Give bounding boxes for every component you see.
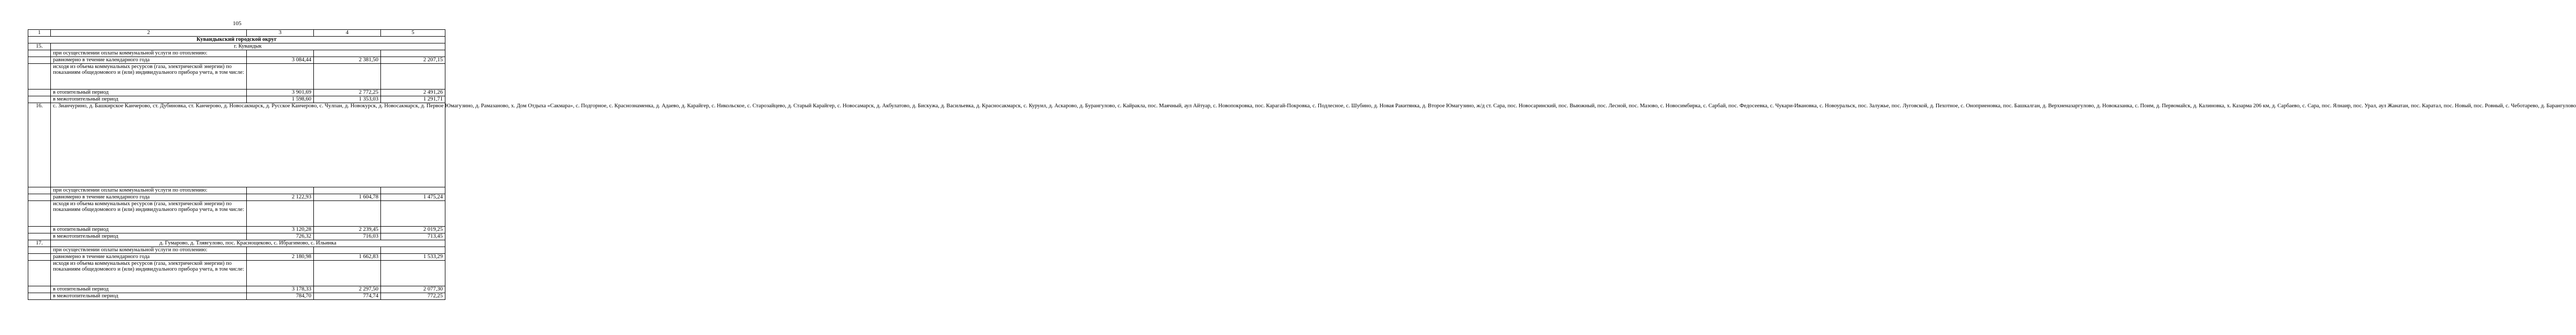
row-label: равномерно в течение календарного года <box>51 254 247 261</box>
table-row <box>28 50 445 57</box>
value-cell: 2 207,15 <box>381 57 445 64</box>
region-row <box>28 37 445 43</box>
value-cell: 2 077,30 <box>381 286 445 293</box>
value-cell: 1 291,71 <box>381 96 445 103</box>
column-header: 5 <box>381 30 445 37</box>
column-header: 1 <box>28 30 51 37</box>
entry-number: 16. <box>28 103 51 187</box>
table-row <box>28 286 445 293</box>
table-row <box>28 293 445 300</box>
row-label: при осуществлении оплаты коммунальной услуги по отоплению: <box>51 50 247 57</box>
locality-name: г. Кувандык <box>51 43 445 50</box>
row-label: равномерно в течение календарного года <box>51 194 247 201</box>
value-cell: 1 604,78 <box>314 194 381 201</box>
page-number: 105 <box>233 20 242 27</box>
entry-number: 15. <box>28 43 51 50</box>
row-label: равномерно в течение календарного года <box>51 57 247 64</box>
value-cell: 784,70 <box>247 293 314 300</box>
value-cell: 1 598,60 <box>247 96 314 103</box>
value-cell: 772,25 <box>381 293 445 300</box>
value-cell: 2 297,50 <box>314 286 381 293</box>
region-title: Кувандыкский городской округ <box>28 37 445 43</box>
value-cell: 1 475,24 <box>381 194 445 201</box>
value-cell: 1 353,03 <box>314 96 381 103</box>
value-cell: 3 901,69 <box>247 90 314 96</box>
locality-list: с. Зианчурино, д. Башкирское Канчерово, ст. Дубиновка, ст. Канчерово, д. Новосакмарск, д. Русское Канчерово, с. Чулпан, д. Новокурск, д. Новосакмарск, д. Первое Юмагузино, д. Рамазаново, х. Дом Отдыха «Сакмара», с. Подгорное, с. Краснознаменка, д. Адаево, д. Карайгер, с. Никольское, с. Старозайцево, д. Старый Карайгер, с. Новосамарск, д. Акбулатово, д. Бискужа, д. Васильевка, д. Красносакмарск, с. Куруил, д. Аскарово, д. Бурангулово, с. Кайракла, пос. Маячный, аул Айтуар, с. Новопокровка, пос. Карагай-Покровка, с. Подлесное, с. Шубино, д. Новая Ракитянка, д. Второе Юмагузино, ж/д ст. Сара, пос. Новосаринский, пос. Выюжный, пос. Лесной, пос. Мазово, с. Новосимбирка, с. Сарбай, пос. Федосеевка, с. Чукари-Ивановка, с. Новоуральск, пос. Залужье, пос. Луговской, д. Пехотное, с. Оноприеновка, пос. Башкалган, д. Верхненазаргулово, д. Новоказанка, с. Поим, д. Первомайск, д. Калиновка, х. Казарма 206 км, д. Сарбаево, с. Сара, пос. Ялнаир, пос. Урал, аул Жанатан, пос. Каратал, пос. Новый, пос. Ровный, с. Чеботарево, д. Барангулово <box>51 103 445 187</box>
value-cell: 2 491,26 <box>381 90 445 96</box>
locality-row <box>28 240 445 247</box>
value-cell: 2 381,50 <box>314 57 381 64</box>
locality-row <box>28 43 445 50</box>
value-cell: 726,32 <box>247 233 314 240</box>
value-cell: 2 239,45 <box>314 227 381 233</box>
table-row <box>28 201 445 227</box>
value-cell: 774,74 <box>314 293 381 300</box>
table-row <box>28 96 445 103</box>
value-cell: 2 180,98 <box>247 254 314 261</box>
column-header: 2 <box>51 30 247 37</box>
row-label: в отопительный период <box>51 90 247 96</box>
value-cell: 2 122,93 <box>247 194 314 201</box>
table-row <box>28 90 445 96</box>
value-cell: 2 019,25 <box>381 227 445 233</box>
table-row <box>28 187 445 194</box>
column-number-row <box>28 30 445 37</box>
table-row <box>28 261 445 286</box>
table-row <box>28 64 445 90</box>
value-cell: 1 662,83 <box>314 254 381 261</box>
row-label: в отопительный период <box>51 227 247 233</box>
value-cell: 2 772,25 <box>314 90 381 96</box>
table-row <box>28 254 445 261</box>
value-cell: 3 084,44 <box>247 57 314 64</box>
row-label: при осуществлении оплаты коммунальной услуги по отоплению: <box>51 247 247 254</box>
row-label: в межотопительный период <box>51 293 247 300</box>
value-cell: 713,45 <box>381 233 445 240</box>
row-label: исходя из объема коммунальных ресурсов (газа, электрической энергии) по показаниям общедомового и (или) индивидуального прибора учета, в том числе: <box>51 64 247 90</box>
locality-name: д. Гумарово, д. Тлявгулово, пос. Краснощеково, с. Ибрагимово, с. Ильинка <box>51 240 445 247</box>
row-label: исходя из объема коммунальных ресурсов (газа, электрической энергии) по показаниям общедомового и (или) индивидуального прибора учета, в том числе: <box>51 201 247 227</box>
row-label: в межотопительный период <box>51 233 247 240</box>
table-row <box>28 194 445 201</box>
entry-number: 17. <box>28 240 51 247</box>
row-label: исходя из объема коммунальных ресурсов (газа, электрической энергии) по показаниям общедомового и (или) индивидуального прибора учета, в том числе: <box>51 261 247 286</box>
table-row <box>28 247 445 254</box>
value-cell: 716,03 <box>314 233 381 240</box>
value-cell: 1 533,29 <box>381 254 445 261</box>
tariff-table <box>28 29 2576 300</box>
table-row <box>28 227 445 233</box>
row-label: при осуществлении оплаты коммунальной услуги по отоплению: <box>51 187 247 194</box>
table-row <box>28 57 445 64</box>
value-cell: 3 120,28 <box>247 227 314 233</box>
table-row <box>28 233 445 240</box>
locality-row <box>28 103 445 187</box>
value-cell: 3 178,33 <box>247 286 314 293</box>
column-header: 4 <box>314 30 381 37</box>
row-label: в межотопительный период <box>51 96 247 103</box>
row-label: в отопительный период <box>51 286 247 293</box>
column-header: 3 <box>247 30 314 37</box>
